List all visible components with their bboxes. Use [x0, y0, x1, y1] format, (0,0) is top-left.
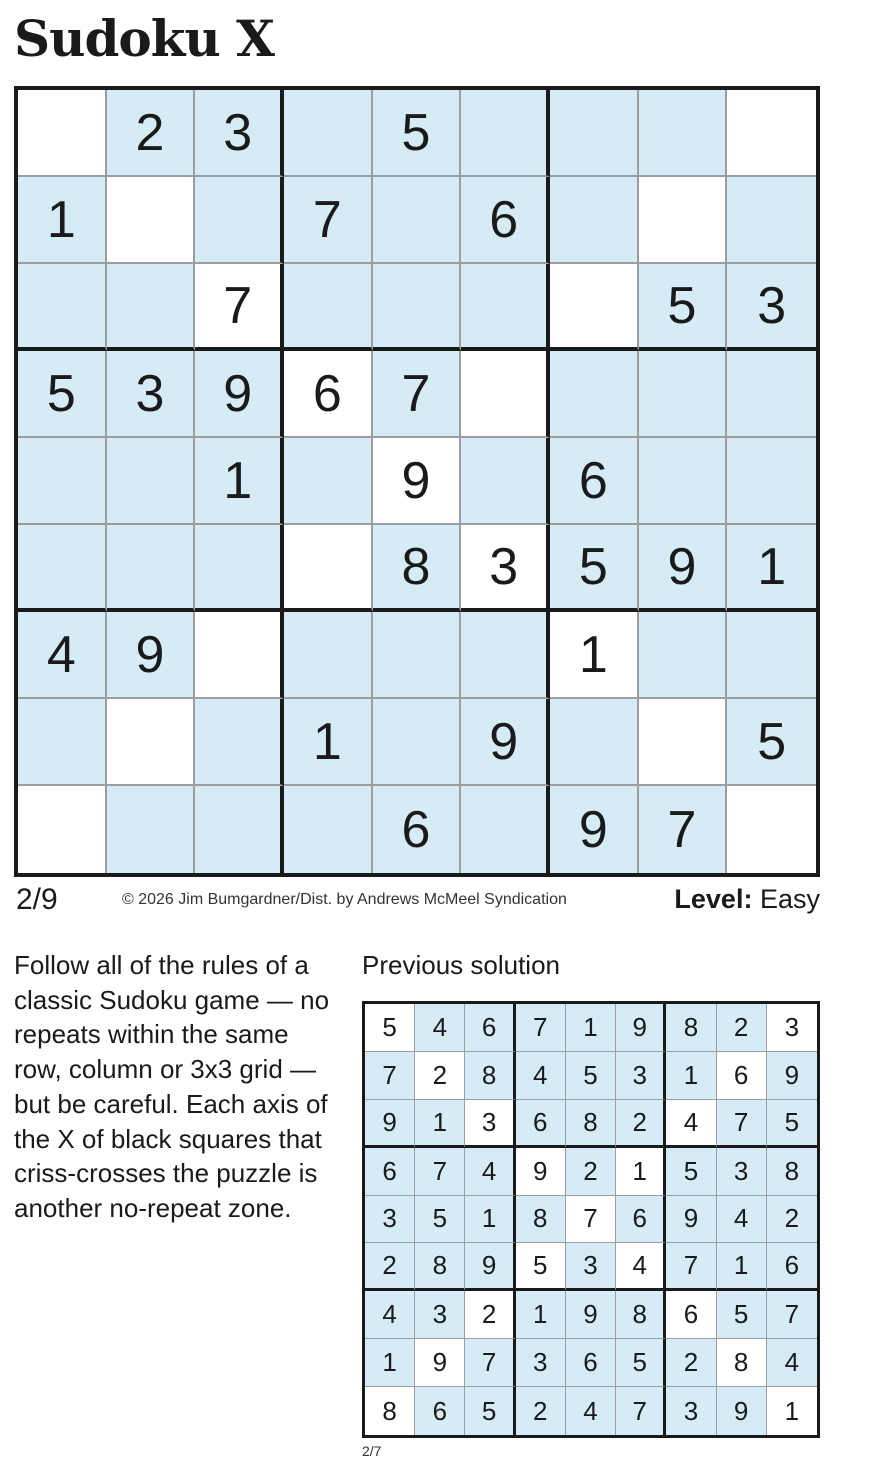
solution-cell-r7-c5: 9: [566, 1291, 616, 1339]
puzzle-cell-r6-c8: 9: [639, 525, 728, 612]
solution-cell-r6-c7: 7: [666, 1243, 716, 1291]
puzzle-cell-r6-c9: 1: [727, 525, 816, 612]
puzzle-cell-r3-c2[interactable]: [107, 264, 196, 351]
puzzle-cell-r8-c6: 9: [461, 699, 550, 786]
solution-cell-r6-c3: 9: [465, 1243, 515, 1291]
solution-cell-r9-c1: 8: [365, 1387, 415, 1435]
puzzle-cell-r6-c5: 8: [373, 525, 462, 612]
puzzle-cell-r1-c5: 5: [373, 90, 462, 177]
solution-cell-r2-c3: 8: [465, 1052, 515, 1100]
puzzle-cell-r3-c4[interactable]: [284, 264, 373, 351]
puzzle-cell-r6-c6: 3: [461, 525, 550, 612]
solution-cell-r2-c9: 9: [767, 1052, 817, 1100]
puzzle-cell-r7-c7: 1: [550, 612, 639, 699]
puzzle-cell-r6-c4[interactable]: [284, 525, 373, 612]
puzzle-cell-r7-c4[interactable]: [284, 612, 373, 699]
solution-cell-r6-c4: 5: [516, 1243, 566, 1291]
solution-cell-r4-c1: 6: [365, 1148, 415, 1196]
solution-cell-r2-c4: 4: [516, 1052, 566, 1100]
puzzle-cell-r8-c9: 5: [727, 699, 816, 786]
puzzle-cell-r5-c2[interactable]: [107, 438, 196, 525]
puzzle-cell-r2-c8[interactable]: [639, 177, 728, 264]
solution-cell-r3-c3: 3: [465, 1100, 515, 1148]
solution-cell-r4-c3: 4: [465, 1148, 515, 1196]
puzzle-cell-r4-c7[interactable]: [550, 351, 639, 438]
solution-cell-r5-c2: 5: [415, 1196, 465, 1244]
puzzle-cell-r1-c4[interactable]: [284, 90, 373, 177]
solution-cell-r8-c4: 3: [516, 1339, 566, 1387]
solution-cell-r2-c5: 5: [566, 1052, 616, 1100]
page-title: Sudoku X: [14, 9, 274, 68]
difficulty-level: [674, 883, 820, 915]
solution-cell-r7-c8: 5: [717, 1291, 767, 1339]
puzzle-cell-r2-c6: 6: [461, 177, 550, 264]
solution-cell-r1-c4: 7: [516, 1004, 566, 1052]
puzzle-cell-r1-c3: 3: [195, 90, 284, 177]
puzzle-cell-r4-c4: 6: [284, 351, 373, 438]
solution-cell-r5-c7: 9: [666, 1196, 716, 1244]
puzzle-cell-r7-c9[interactable]: [727, 612, 816, 699]
previous-solution-heading: Previous solution: [362, 950, 560, 980]
solution-cell-r5-c6: 6: [616, 1196, 666, 1244]
puzzle-cell-r4-c6[interactable]: [461, 351, 550, 438]
puzzle-cell-r9-c3[interactable]: [195, 786, 284, 873]
puzzle-cell-r8-c1[interactable]: [18, 699, 107, 786]
solution-cell-r4-c7: 5: [666, 1148, 716, 1196]
puzzle-cell-r2-c4: 7: [284, 177, 373, 264]
puzzle-cell-r2-c2[interactable]: [107, 177, 196, 264]
puzzle-cell-r6-c1[interactable]: [18, 525, 107, 612]
solution-cell-r1-c6: 9: [616, 1004, 666, 1052]
puzzle-cell-r2-c5[interactable]: [373, 177, 462, 264]
solution-cell-r3-c6: 2: [616, 1100, 666, 1148]
solution-cell-r7-c9: 7: [767, 1291, 817, 1339]
solution-cell-r9-c2: 6: [415, 1387, 465, 1435]
solution-cell-r6-c1: 2: [365, 1243, 415, 1291]
puzzle-cell-r2-c9[interactable]: [727, 177, 816, 264]
solution-cell-r4-c2: 7: [415, 1148, 465, 1196]
puzzle-cell-r4-c2: 3: [107, 351, 196, 438]
solution-cell-r3-c8: 7: [717, 1100, 767, 1148]
puzzle-cell-r7-c6[interactable]: [461, 612, 550, 699]
puzzle-cell-r3-c5[interactable]: [373, 264, 462, 351]
puzzle-cell-r5-c9[interactable]: [727, 438, 816, 525]
puzzle-cell-r7-c3[interactable]: [195, 612, 284, 699]
puzzle-cell-r4-c1: 5: [18, 351, 107, 438]
puzzle-cell-r5-c6[interactable]: [461, 438, 550, 525]
previous-solution-grid: [362, 1001, 820, 1438]
solution-cell-r9-c5: 4: [566, 1387, 616, 1435]
previous-solution-date: 2/7: [362, 1443, 382, 1459]
puzzle-cell-r9-c9[interactable]: [727, 786, 816, 873]
puzzle-cell-r5-c4[interactable]: [284, 438, 373, 525]
solution-cell-r9-c7: 3: [666, 1387, 716, 1435]
puzzle-cell-r1-c8[interactable]: [639, 90, 728, 177]
solution-cell-r9-c9: 1: [767, 1387, 817, 1435]
puzzle-cell-r6-c3[interactable]: [195, 525, 284, 612]
puzzle-cell-r3-c8: 5: [639, 264, 728, 351]
puzzle-cell-r2-c7[interactable]: [550, 177, 639, 264]
puzzle-cell-r1-c2: 2: [107, 90, 196, 177]
solution-cell-r3-c5: 8: [566, 1100, 616, 1148]
solution-cell-r8-c8: 8: [717, 1339, 767, 1387]
puzzle-cell-r8-c5[interactable]: [373, 699, 462, 786]
puzzle-cell-r8-c2[interactable]: [107, 699, 196, 786]
solution-cell-r7-c2: 3: [415, 1291, 465, 1339]
solution-cell-r2-c6: 3: [616, 1052, 666, 1100]
solution-cell-r5-c4: 8: [516, 1196, 566, 1244]
puzzle-cell-r6-c7: 5: [550, 525, 639, 612]
puzzle-cell-r8-c3[interactable]: [195, 699, 284, 786]
solution-cell-r8-c2: 9: [415, 1339, 465, 1387]
puzzle-cell-r5-c5: 9: [373, 438, 462, 525]
puzzle-cell-r2-c3[interactable]: [195, 177, 284, 264]
solution-cell-r8-c7: 2: [666, 1339, 716, 1387]
solution-cell-r8-c9: 4: [767, 1339, 817, 1387]
solution-cell-r9-c6: 7: [616, 1387, 666, 1435]
solution-cell-r7-c4: 1: [516, 1291, 566, 1339]
solution-cell-r8-c5: 6: [566, 1339, 616, 1387]
solution-cell-r1-c7: 8: [666, 1004, 716, 1052]
solution-cell-r4-c4: 9: [516, 1148, 566, 1196]
solution-cell-r9-c8: 9: [717, 1387, 767, 1435]
solution-cell-r9-c3: 5: [465, 1387, 515, 1435]
solution-cell-r1-c5: 1: [566, 1004, 616, 1052]
puzzle-cell-r9-c8: 7: [639, 786, 728, 873]
puzzle-cell-r9-c4[interactable]: [284, 786, 373, 873]
solution-cell-r9-c4: 2: [516, 1387, 566, 1435]
solution-cell-r6-c2: 8: [415, 1243, 465, 1291]
puzzle-cell-r9-c6[interactable]: [461, 786, 550, 873]
puzzle-cell-r3-c6[interactable]: [461, 264, 550, 351]
solution-cell-r3-c9: 5: [767, 1100, 817, 1148]
puzzle-cell-r1-c6[interactable]: [461, 90, 550, 177]
solution-cell-r4-c8: 3: [717, 1148, 767, 1196]
solution-cell-r3-c4: 6: [516, 1100, 566, 1148]
puzzle-cell-r3-c1[interactable]: [18, 264, 107, 351]
solution-cell-r1-c2: 4: [415, 1004, 465, 1052]
puzzle-cell-r8-c4: 1: [284, 699, 373, 786]
solution-cell-r6-c8: 1: [717, 1243, 767, 1291]
solution-cell-r7-c7: 6: [666, 1291, 716, 1339]
solution-cell-r8-c6: 5: [616, 1339, 666, 1387]
puzzle-cell-r9-c1[interactable]: [18, 786, 107, 873]
solution-cell-r4-c6: 1: [616, 1148, 666, 1196]
solution-cell-r5-c1: 3: [365, 1196, 415, 1244]
solution-cell-r7-c3: 2: [465, 1291, 515, 1339]
solution-cell-r2-c7: 1: [666, 1052, 716, 1100]
puzzle-cell-r9-c7: 9: [550, 786, 639, 873]
solution-cell-r6-c5: 3: [566, 1243, 616, 1291]
solution-cell-r3-c2: 1: [415, 1100, 465, 1148]
solution-cell-r6-c6: 4: [616, 1243, 666, 1291]
solution-cell-r1-c3: 6: [465, 1004, 515, 1052]
solution-cell-r5-c5: 7: [566, 1196, 616, 1244]
solution-cell-r3-c7: 4: [666, 1100, 716, 1148]
solution-cell-r1-c1: 5: [365, 1004, 415, 1052]
puzzle-cell-r7-c8[interactable]: [639, 612, 728, 699]
puzzle-cell-r4-c9[interactable]: [727, 351, 816, 438]
solution-cell-r2-c2: 2: [415, 1052, 465, 1100]
puzzle-cell-r5-c1[interactable]: [18, 438, 107, 525]
solution-cell-r4-c5: 2: [566, 1148, 616, 1196]
puzzle-cell-r3-c3: 7: [195, 264, 284, 351]
puzzle-cell-r7-c2: 9: [107, 612, 196, 699]
solution-cell-r7-c1: 4: [365, 1291, 415, 1339]
rules-text: Follow all of the rules of a classic Sudoku game — no repeats within the same row, column or 3x3 grid — but be careful. Each axis of the X of black squares that criss-crosses the puzzle is another no-repeat zone.: [14, 950, 330, 1223]
solution-cell-r8-c3: 7: [465, 1339, 515, 1387]
solution-cell-r3-c1: 9: [365, 1100, 415, 1148]
puzzle-cell-r4-c5: 7: [373, 351, 462, 438]
puzzle-cell-r8-c8[interactable]: [639, 699, 728, 786]
puzzle-cell-r1-c7[interactable]: [550, 90, 639, 177]
level-value: Easy: [759, 884, 820, 914]
puzzle-cell-r3-c9: 3: [727, 264, 816, 351]
puzzle-cell-r5-c8[interactable]: [639, 438, 728, 525]
solution-cell-r7-c6: 8: [616, 1291, 666, 1339]
puzzle-cell-r4-c8[interactable]: [639, 351, 728, 438]
puzzle-cell-r9-c2[interactable]: [107, 786, 196, 873]
puzzle-cell-r2-c1: 1: [18, 177, 107, 264]
puzzle-cell-r1-c9[interactable]: [727, 90, 816, 177]
puzzle-cell-r9-c5: 6: [373, 786, 462, 873]
level-label: Level:: [674, 884, 753, 914]
solution-cell-r2-c8: 6: [717, 1052, 767, 1100]
solution-cell-r1-c9: 3: [767, 1004, 817, 1052]
solution-cell-r6-c9: 6: [767, 1243, 817, 1291]
puzzle-cell-r3-c7[interactable]: [550, 264, 639, 351]
puzzle-cell-r5-c3: 1: [195, 438, 284, 525]
puzzle-cell-r8-c7[interactable]: [550, 699, 639, 786]
puzzle-cell-r7-c1: 4: [18, 612, 107, 699]
copyright-notice: © 2026 Jim Bumgardner/Dist. by Andrews McMeel Syndication: [122, 891, 567, 908]
puzzle-cell-r4-c3: 9: [195, 351, 284, 438]
solution-cell-r5-c8: 4: [717, 1196, 767, 1244]
solution-cell-r1-c8: 2: [717, 1004, 767, 1052]
solution-cell-r5-c3: 1: [465, 1196, 515, 1244]
puzzle-cell-r5-c7: 6: [550, 438, 639, 525]
puzzle-cell-r7-c5[interactable]: [373, 612, 462, 699]
puzzle-cell-r1-c1[interactable]: [18, 90, 107, 177]
puzzle-cell-r6-c2[interactable]: [107, 525, 196, 612]
solution-cell-r2-c1: 7: [365, 1052, 415, 1100]
solution-cell-r5-c9: 2: [767, 1196, 817, 1244]
solution-cell-r4-c9: 8: [767, 1148, 817, 1196]
sudoku-puzzle-grid: [14, 86, 820, 877]
solution-cell-r8-c1: 1: [365, 1339, 415, 1387]
puzzle-date: 2/9: [16, 883, 58, 916]
